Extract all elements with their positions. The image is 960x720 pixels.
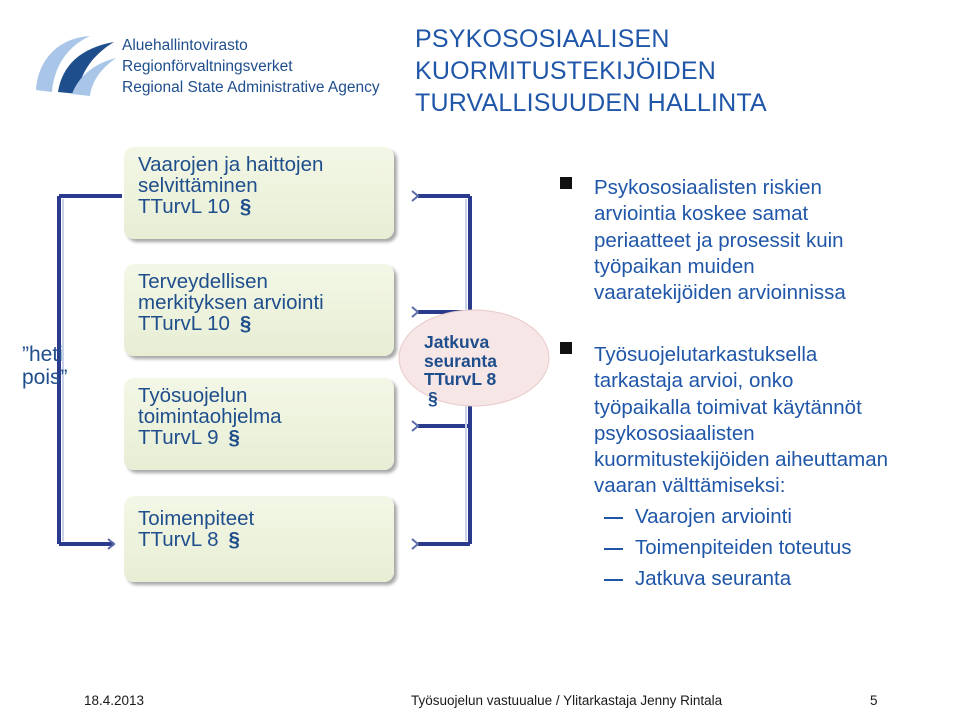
process-box-measures	[124, 496, 394, 582]
box-text: Toimenpiteet	[138, 507, 255, 530]
footer-author: Työsuojelun vastuualue / Ylitarkastaja Jenny Rintala	[411, 693, 723, 708]
bullet-line: Työsuojelutarkastuksella	[594, 343, 818, 366]
section-sign: §	[428, 387, 438, 408]
section-sign: §	[228, 426, 240, 449]
bullet-line: työpaikalla toimivat käytännöt	[594, 395, 862, 419]
bullet-line: arviointia koskee samat	[594, 202, 809, 226]
bullet-line: vaaratekijöiden arvioinnissa	[594, 281, 846, 305]
logo-text-line: Regional State Administrative Agency	[122, 79, 380, 96]
sub-bullet	[604, 505, 792, 529]
logo-text-line: Regionförvaltningsverket	[122, 58, 293, 75]
law-reference: TTurvL 10	[138, 312, 230, 335]
bullet-line: kuormitustekijöiden aiheuttaman	[594, 448, 888, 472]
bullet-line: psykososiaalisten	[594, 421, 755, 445]
bullet-line: työpaikan muiden	[594, 254, 755, 278]
bullet-text	[594, 342, 888, 500]
immediate-removal-label	[22, 343, 68, 389]
sub-bullet-text: Jatkuva seuranta	[635, 567, 792, 590]
box-text: selvittäminen	[138, 174, 258, 197]
box-text: Vaarojen ja haittojen	[138, 153, 324, 176]
dash-icon	[604, 548, 623, 550]
label-line: ”heti	[22, 343, 63, 366]
law-reference: TTurvL 10	[138, 195, 230, 218]
box-text: Työsuojelun	[138, 384, 248, 407]
continuous-monitoring-label	[424, 333, 497, 407]
bullet-line: vaaran välttämiseksi:	[594, 474, 786, 498]
sub-bullet-text: Toimenpiteiden toteutus	[635, 536, 852, 559]
sub-bullet	[604, 536, 852, 560]
bullet-square-icon	[560, 342, 572, 354]
sub-bullet-text: Vaarojen arviointi	[635, 505, 792, 528]
bullet-line: Psykososiaalisten riskien	[594, 176, 822, 199]
process-box-hazard-survey	[124, 147, 394, 239]
section-sign: §	[239, 312, 252, 335]
bullet-line: tarkastaja arvioi, onko	[594, 369, 794, 393]
section-sign: §	[239, 195, 252, 218]
law-reference: TTurvL 8	[424, 369, 497, 389]
box-text: toimintaohjelma	[138, 405, 282, 428]
bullet-text	[594, 175, 846, 306]
dash-icon	[604, 579, 623, 581]
section-sign: §	[228, 528, 240, 551]
box-text: merkityksen arviointi	[138, 291, 324, 314]
label-line: seuranta	[424, 350, 497, 371]
logo-text-line: Aluehallintovirasto	[122, 37, 248, 54]
label-line: Jatkuva	[424, 332, 490, 352]
footer-date: 18.4.2013	[84, 693, 145, 708]
label-line: pois”	[22, 366, 68, 389]
bullet-line: periaatteet ja prosessit kuin	[594, 228, 844, 252]
page-number: 5	[870, 693, 878, 708]
left-bracket	[59, 196, 122, 544]
slide-title-line: KUORMITUSTEKIJÖIDEN	[415, 57, 717, 85]
box-text: Terveydellisen	[138, 270, 268, 293]
law-reference: TTurvL 8	[138, 528, 219, 551]
process-box-action-program	[124, 378, 394, 470]
law-reference: TTurvL 9	[138, 426, 219, 449]
slide-title-line: PSYKOSOSIAALISEN	[415, 25, 670, 53]
slide-title-line: TURVALLISUUDEN HALLINTA	[415, 89, 767, 117]
bullet-square-icon	[560, 177, 572, 189]
dash-icon	[604, 517, 623, 519]
sub-bullet	[604, 567, 791, 591]
process-box-health-assessment	[124, 264, 394, 356]
